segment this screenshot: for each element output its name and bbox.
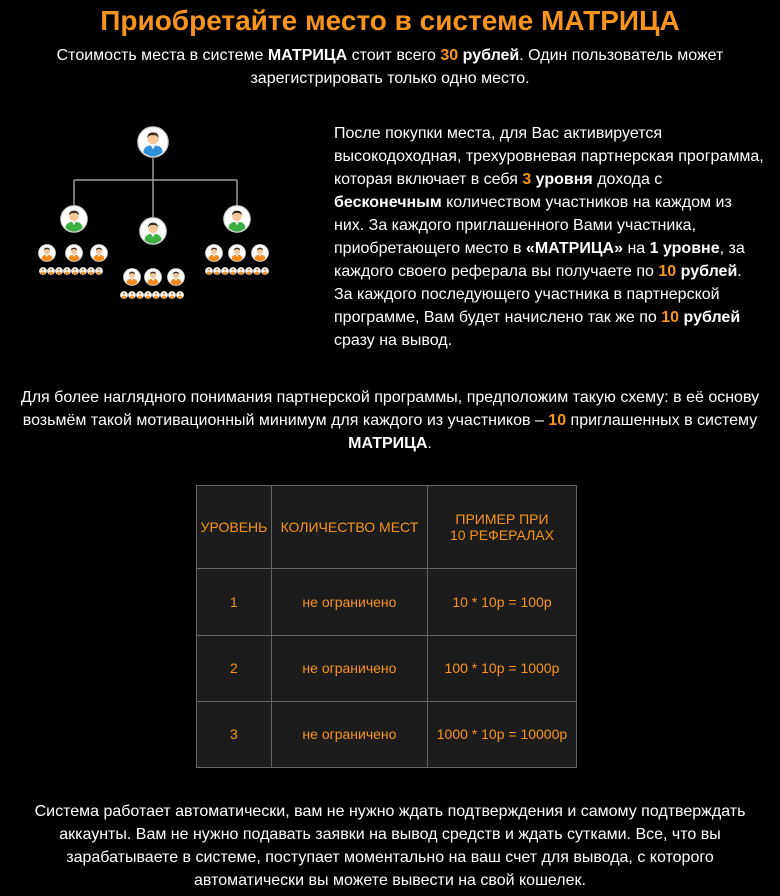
user-avatar-green-icon — [140, 218, 167, 245]
count-cell: не ограничено — [271, 569, 427, 635]
page-title: Приобретайте место в системе МАТРИЦА — [100, 5, 680, 36]
level4-row-left — [39, 267, 103, 275]
example-cell: 10 * 10р = 100р — [427, 569, 576, 635]
example-cell: 1000 * 10р = 10000р — [427, 701, 576, 767]
price-number: 30 — [440, 47, 459, 64]
intro-paragraph: Стоимость места в системе МАТРИЦА стоит всего 30 рублей. Один пользователь может зарегистрировать только одно место. — [56, 47, 724, 87]
user-avatar-green-icon — [224, 206, 251, 233]
referral-tree-diagram — [30, 122, 290, 312]
matrix-name: МАТРИЦА — [267, 47, 348, 64]
table-row — [197, 569, 577, 635]
user-avatar-orange-icon — [251, 244, 268, 261]
program-description: После покупки места, для Вас активируется высокодоходная, трехуровневая партнерская программа, которая включает в себя 3 уровня дохода с бесконечным количеством участников на каждом из них. За каждого приглашенного Вами участника, приобретающего место в «МАТРИЦА» на 1 уровне, за каждого своего реферала вы получаете по 10 рублей. За каждого последующего участника в партнерской программе, Вам будет начислено так же по 10 рублей сразу на вывод. — [334, 125, 764, 349]
level-cell: 3 — [197, 701, 272, 767]
table-row — [197, 701, 577, 767]
user-avatar-green-icon — [61, 206, 88, 233]
price-unit: рублей — [462, 47, 520, 64]
count-cell: не ограничено — [271, 635, 427, 701]
count-cell: не ограничено — [271, 701, 427, 767]
footer-paragraph: Система работает автоматически, вам не нужно ждать подтверждения и самому подтверждать аккаунты. Вам не нужно подавать заявки на вывод средств и ждать сутками. Все, что вы зарабатываете в системе, поступает моментально на ваш счет для вывода, с которого автоматически вы можете вывести на свой кошелек. — [34, 803, 746, 889]
header-count: КОЛИЧЕСТВО МЕСТ — [271, 486, 427, 569]
user-avatar-orange-icon — [90, 244, 107, 261]
user-avatar-orange-icon — [167, 268, 184, 285]
example-cell: 100 * 10р = 1000р — [427, 635, 576, 701]
header-level: УРОВЕНЬ — [197, 486, 272, 569]
user-avatar-orange-icon — [205, 244, 222, 261]
table-row — [197, 635, 577, 701]
user-avatar-orange-icon — [123, 268, 140, 285]
levels-table — [196, 485, 577, 768]
level4-row-right — [205, 267, 269, 275]
user-avatar-orange-icon — [38, 244, 55, 261]
header-example: ПРИМЕР ПРИ 10 РЕФЕРАЛАХ — [427, 486, 576, 569]
example-paragraph: Для более наглядного понимания партнерской программы, предположим такую схему: в её основу возьмём такой мотивационный минимум для каждого из участников – 10 приглашенных в систему МАТРИЦА. — [20, 389, 760, 452]
user-avatar-orange-icon — [228, 244, 245, 261]
level4-row-middle — [120, 291, 184, 299]
level-cell: 1 — [197, 569, 272, 635]
level-cell: 2 — [197, 635, 272, 701]
user-avatar-blue-icon — [138, 127, 168, 157]
table-header-row — [197, 486, 577, 569]
user-avatar-orange-icon — [65, 244, 82, 261]
user-avatar-orange-icon — [144, 268, 161, 285]
